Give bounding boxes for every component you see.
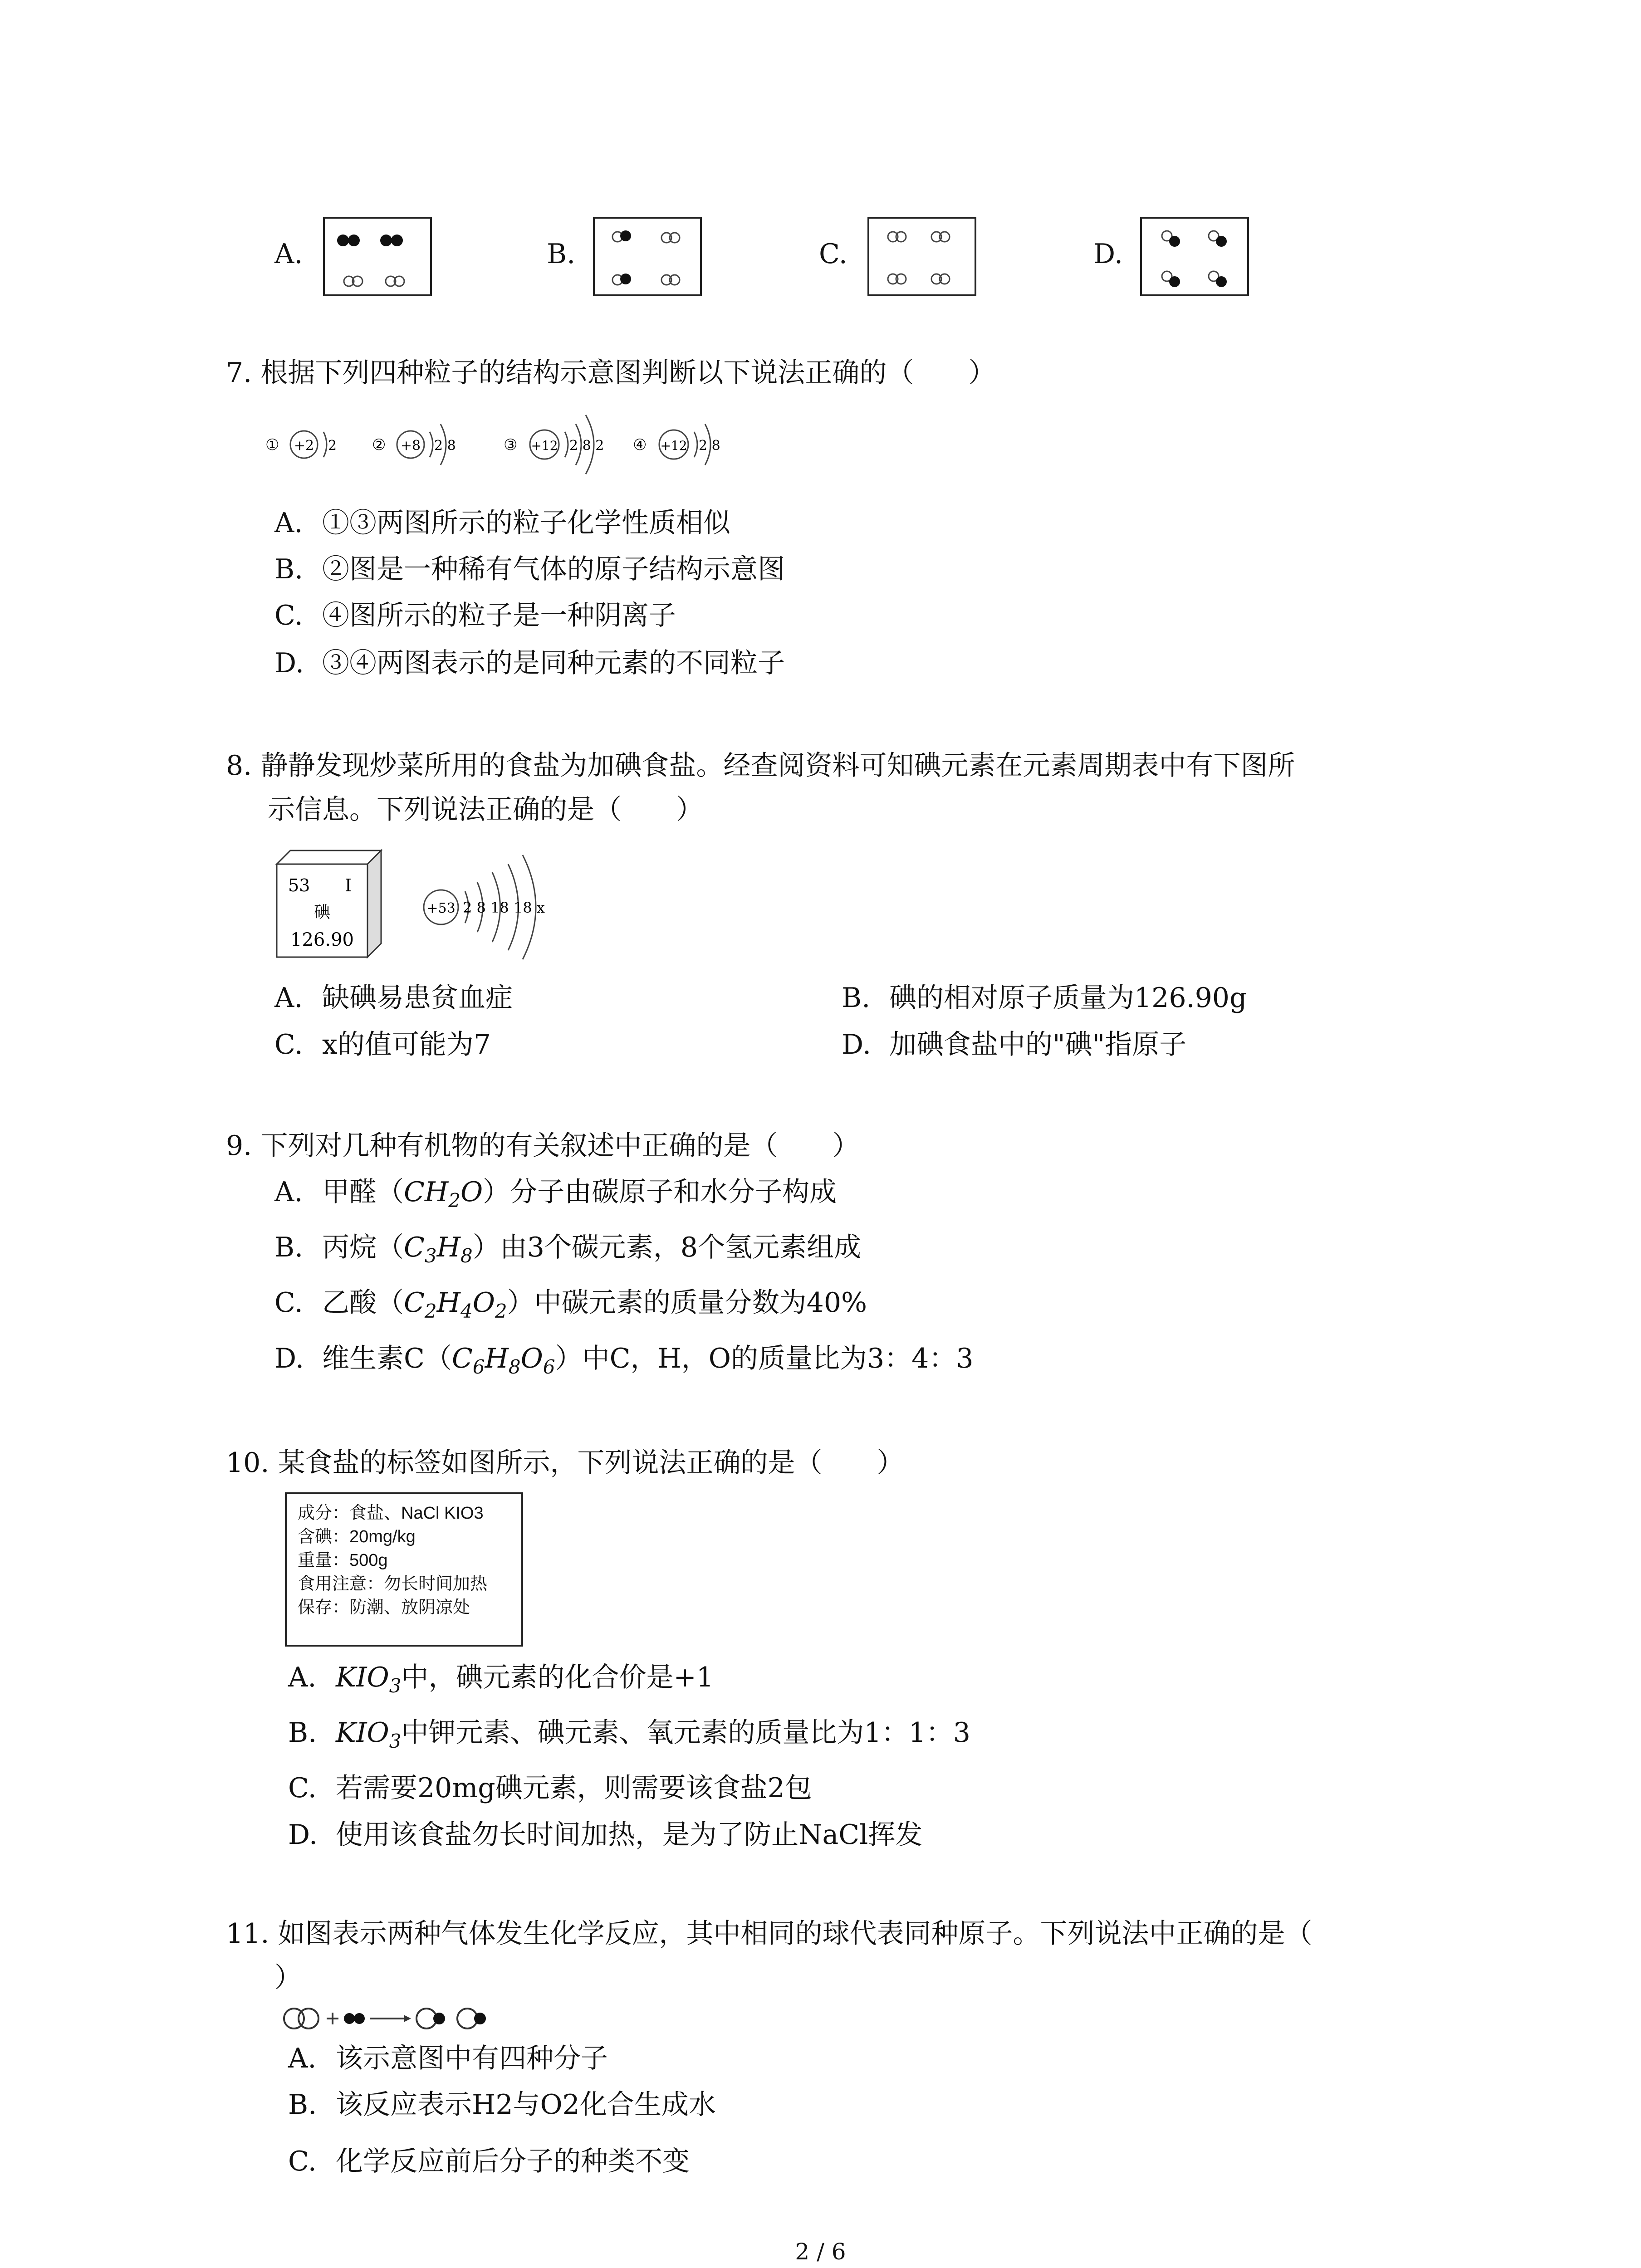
salt-label-weight: 重量：500g: [298, 1551, 388, 1570]
q7-diagram-1-shells: 2: [328, 438, 337, 454]
q7-option-b: [274, 553, 785, 585]
option-label: D.: [842, 1029, 872, 1061]
option-text-after: ）分子由碳原子和水分子构成: [483, 1176, 837, 1208]
option-text: ②图是一种稀有气体的原子结构示意图: [322, 553, 785, 585]
option-label: B.: [288, 2089, 317, 2121]
option-text: ③④两图表示的是同种元素的不同粒子: [322, 647, 785, 679]
q10-option-a: [288, 1664, 714, 1696]
molecule-diagram: [325, 219, 430, 294]
q7-diagram-2-shells: 2 8: [434, 438, 456, 454]
q11-option-c: [288, 2148, 690, 2175]
option-label: D.: [274, 1343, 304, 1374]
q11-option-a: [288, 2045, 608, 2072]
q8-option-c: [274, 1029, 491, 1061]
q7-stem: 7. 根据下列四种粒子的结构示意图判断以下说法正确的（ ）: [226, 357, 996, 389]
q8-stem-line2: 示信息。下列说法正确的是（ ）: [268, 794, 703, 826]
q10-option-c: [288, 1774, 812, 1802]
formula-ch2o: $CH_2O$: [404, 1176, 483, 1212]
q10-option-b: [288, 1719, 970, 1751]
q8-stem-line1: 8. 静静发现炒菜所用的食盐为加碘食盐。经查阅资料可知碘元素在元素周期表中有下图所: [226, 750, 1295, 782]
q6-option-d-diagram: [1140, 217, 1249, 296]
q7-diagram-4-nucleus: +12: [660, 438, 687, 453]
q8-option-d: [842, 1029, 1187, 1061]
option-text: 化学反应前后分子的种类不变: [336, 2146, 690, 2177]
option-text: 碘的相对原子质量为126.90g: [889, 982, 1247, 1014]
q6-option-a-label: A.: [274, 238, 303, 270]
option-label: C.: [288, 2146, 317, 2177]
option-text-before: 乙酸（: [322, 1287, 404, 1319]
q7-diagram-3-shells: 2 8 2: [569, 438, 604, 454]
q7-option-c: [274, 602, 676, 629]
salt-label-ingredients: 成分：食盐、NaCl KIO3: [298, 1504, 484, 1523]
q6-option-a-diagram: [323, 217, 432, 296]
option-label: C.: [288, 1772, 317, 1804]
option-label: D.: [288, 1819, 318, 1851]
option-text: ④图所示的粒子是一种阴离子: [322, 600, 676, 631]
salt-label-storage: 保存：防潮、放阴凉处: [298, 1598, 470, 1617]
element-number: 53: [288, 875, 310, 895]
option-label: A.: [274, 1176, 303, 1208]
formula-c2h4o2: $C_2H_4O_2$: [404, 1287, 507, 1322]
salt-label-usage: 食用注意：勿长时间加热: [298, 1574, 488, 1593]
element-symbol: I: [345, 875, 352, 895]
option-text: 该反应表示H2与O2化合生成水: [336, 2089, 716, 2121]
option-label: B.: [274, 553, 304, 585]
q7-diagram-2-nucleus: +8: [400, 438, 421, 454]
option-label: A.: [288, 2043, 317, 2074]
formula-c3h8: $C_3H_8$: [404, 1232, 473, 1267]
option-text: 若需要20mg碘元素，则需要该食盐2包: [336, 1772, 812, 1804]
option-label: A.: [288, 1662, 317, 1693]
option-label: C.: [274, 1029, 303, 1061]
option-text-after: ）中C，H，O的质量比为3：4：3: [555, 1343, 974, 1374]
q8-element-figure: [272, 846, 726, 968]
q11-stem-line2: ）: [274, 1962, 302, 1994]
option-text-after: ）中碳元素的质量分数为40%: [507, 1287, 867, 1319]
q11-reaction-diagram: [281, 2003, 563, 2034]
atom-shells: 2 8 18 18 x: [463, 899, 545, 916]
option-label: C.: [274, 600, 303, 631]
q7-particle-diagrams: [261, 399, 769, 490]
molecule-diagram: [1142, 219, 1247, 294]
salt-label-box: [285, 1492, 523, 1647]
element-mass: 126.90: [290, 929, 354, 950]
option-text: 该示意图中有四种分子: [336, 2043, 608, 2074]
q6-option-d-label: D.: [1093, 238, 1123, 270]
option-text: x的值可能为7: [322, 1029, 491, 1061]
option-text: 使用该食盐勿长时间加热，是为了防止NaCl挥发: [336, 1819, 923, 1851]
q9-option-d: [274, 1345, 974, 1377]
molecule-diagram: [595, 219, 700, 294]
element-name: 碘: [314, 903, 331, 922]
q11-stem-line1: 11. 如图表示两种气体发生化学反应，其中相同的球代表同种原子。下列说法中正确的是（: [226, 1918, 1313, 1950]
q7-diagram-4-shells: 2 8: [699, 438, 720, 454]
q7-diagram-1-marker: ①: [265, 436, 279, 454]
option-text: 中，碘元素的化合价是+1: [401, 1662, 714, 1693]
option-label: D.: [274, 647, 304, 679]
q6-option-c-label: C.: [819, 238, 847, 270]
q7-diagram-3-nucleus: +12: [531, 438, 558, 453]
q7-diagram-3-marker: ③: [504, 436, 518, 454]
q9-option-a: [274, 1178, 837, 1210]
salt-label-iodine: 含碘：20mg/kg: [298, 1527, 416, 1546]
option-text: 缺碘易患贫血症: [322, 982, 513, 1014]
option-text: 加碘食盐中的"碘"指原子: [889, 1029, 1187, 1061]
option-label: A.: [274, 982, 303, 1014]
q10-stem: 10. 某食盐的标签如图所示，下列说法正确的是（ ）: [226, 1447, 904, 1479]
q6-option-c-diagram: [867, 217, 976, 296]
option-text-after: ）由3个碳元素，8个氢元素组成: [472, 1232, 862, 1263]
q10-option-d: [288, 1819, 923, 1851]
option-label: A.: [274, 507, 303, 539]
q8-option-b: [842, 984, 1247, 1012]
formula-kio3: $KIO_3$: [336, 1717, 402, 1752]
q9-option-c: [274, 1289, 867, 1321]
option-label: B.: [274, 1232, 304, 1263]
option-label: B.: [288, 1717, 317, 1749]
formula-c6h8o6: $C_6H_8O_6$: [451, 1343, 555, 1378]
option-label: C.: [274, 1287, 303, 1319]
option-text-before: 维生素C（: [322, 1343, 452, 1374]
page-number: 2 / 6: [795, 2239, 846, 2265]
atom-nucleus: +53: [426, 900, 456, 916]
formula-kio3: $KIO_3$: [336, 1662, 402, 1697]
q7-diagram-2-marker: ②: [372, 436, 386, 454]
option-text: ①③两图所示的粒子化学性质相似: [322, 507, 730, 539]
option-text-before: 甲醛（: [322, 1176, 404, 1208]
q11-option-b: [288, 2089, 716, 2121]
q7-diagram-1-nucleus: +2: [294, 438, 314, 454]
option-text-before: 丙烷（: [322, 1232, 404, 1263]
q7-diagram-4-marker: ④: [633, 436, 647, 454]
molecule-diagram: [869, 219, 975, 294]
option-label: B.: [842, 982, 871, 1014]
q8-option-a: [274, 984, 513, 1012]
q7-option-d: [274, 647, 785, 679]
q7-option-a: [274, 509, 730, 537]
q6-option-b-diagram: [593, 217, 702, 296]
q9-stem: 9. 下列对几种有机物的有关叙述中正确的是（ ）: [226, 1130, 860, 1162]
option-text: 中钾元素、碘元素、氧元素的质量比为1：1：3: [401, 1717, 970, 1749]
q6-option-b-label: B.: [547, 238, 576, 270]
q9-option-b: [274, 1234, 861, 1266]
